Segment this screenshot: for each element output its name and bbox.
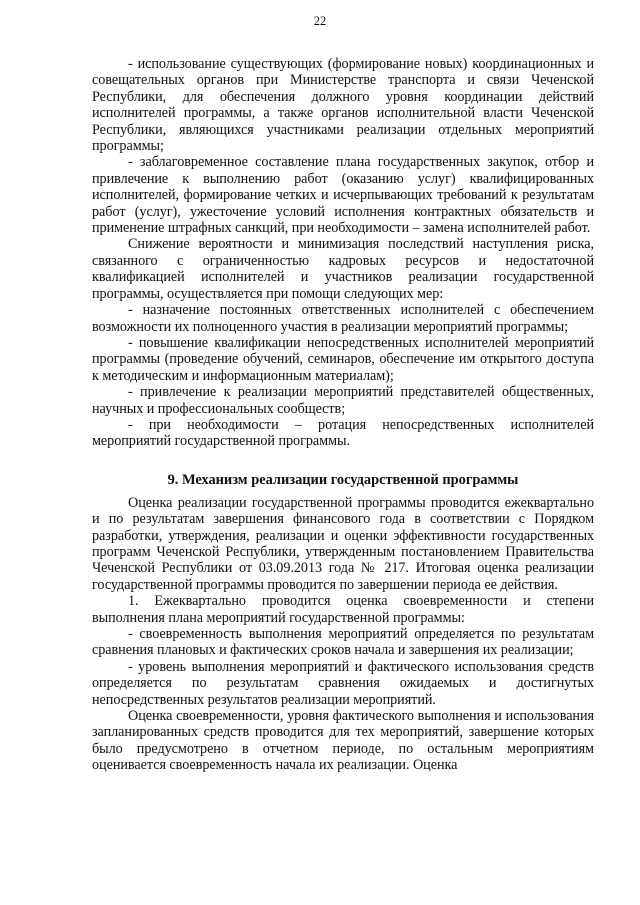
- paragraph: - повышение квалификации непосредственных исполнителей мероприятий программы (проведение обучений, семинаров, обеспечение им открытого доступа к методическим и информационным материалам);: [92, 334, 594, 384]
- paragraph: - использование существующих (формирование новых) координационных и совещательных органов при Министерстве транспорта и связи Чеченской Республики, для обеспечения должного уровня координации действий исполнителей программы, а также органов исполнительной власти Чеченской Республики, являющихся участниками реализации отдельных мероприятий программы;: [92, 56, 594, 155]
- paragraph: - назначение постоянных ответственных исполнителей с обеспечением возможности их полноценного участия в реализации мероприятий программы;: [92, 302, 594, 335]
- paragraph: Оценка своевременности, уровня фактического выполнения и использования запланированных средств проводится для тех мероприятий, завершение которых было предусмотрено в отчетном периоде, по остальным мероприятиям оценивается своевременность начала их реализации. Оценка: [92, 708, 594, 774]
- paragraph: Оценка реализации государственной программы проводится ежеквартально и по результатам завершения финансового года в соответствии с Порядком разработки, утверждения, реализации и оценки эффективности государственных программ Чеченской Республики, утвержденным постановлением Правительства Чеченской Республики от 03.09.2013 года № 217. Итоговая оценка реализации государственной программы проводится по завершении периода ее действия.: [92, 494, 594, 593]
- paragraph: - при необходимости – ротация непосредственных исполнителей мероприятий государственной программы.: [92, 416, 594, 450]
- paragraph: - привлечение к реализации мероприятий представителей общественных, научных и профессиональных сообществ;: [92, 384, 594, 417]
- paragraph: Снижение вероятности и минимизация последствий наступления риска, связанного с ограниченностью кадровых ресурсов и недостаточной квалификацией исполнителей и участников реализации государственной программы, осуществляется при помощи следующих мер:: [92, 236, 594, 302]
- paragraph: 1. Ежеквартально проводится оценка своевременности и степени выполнения плана мероприятий государственной программы:: [92, 593, 594, 626]
- document-body: [92, 56, 594, 774]
- paragraph: - заблаговременное составление плана государственных закупок, отбор и привлечение к выполнению работ (оказанию услуг) квалифицированных исполнителей, формирование четких и исчерпывающих требований к результатам работ (услуг), ужесточение условий исполнения контрактных обязательств и применение штрафных санкций, при необходимости – замена исполнителей работ.: [92, 154, 594, 237]
- section-heading: 9. Механизм реализации государственной программы: [167, 471, 519, 488]
- paragraph: - своевременность выполнения мероприятий определяется по результатам сравнения плановых и фактических сроков начала и завершения их реализации;: [92, 626, 594, 659]
- paragraph: - уровень выполнения мероприятий и фактического использования средств определяется по результатам сравнения ожидаемых и достигнутых непосредственных результатов реализации мероприятий.: [92, 658, 594, 708]
- page-number: 22: [313, 14, 327, 28]
